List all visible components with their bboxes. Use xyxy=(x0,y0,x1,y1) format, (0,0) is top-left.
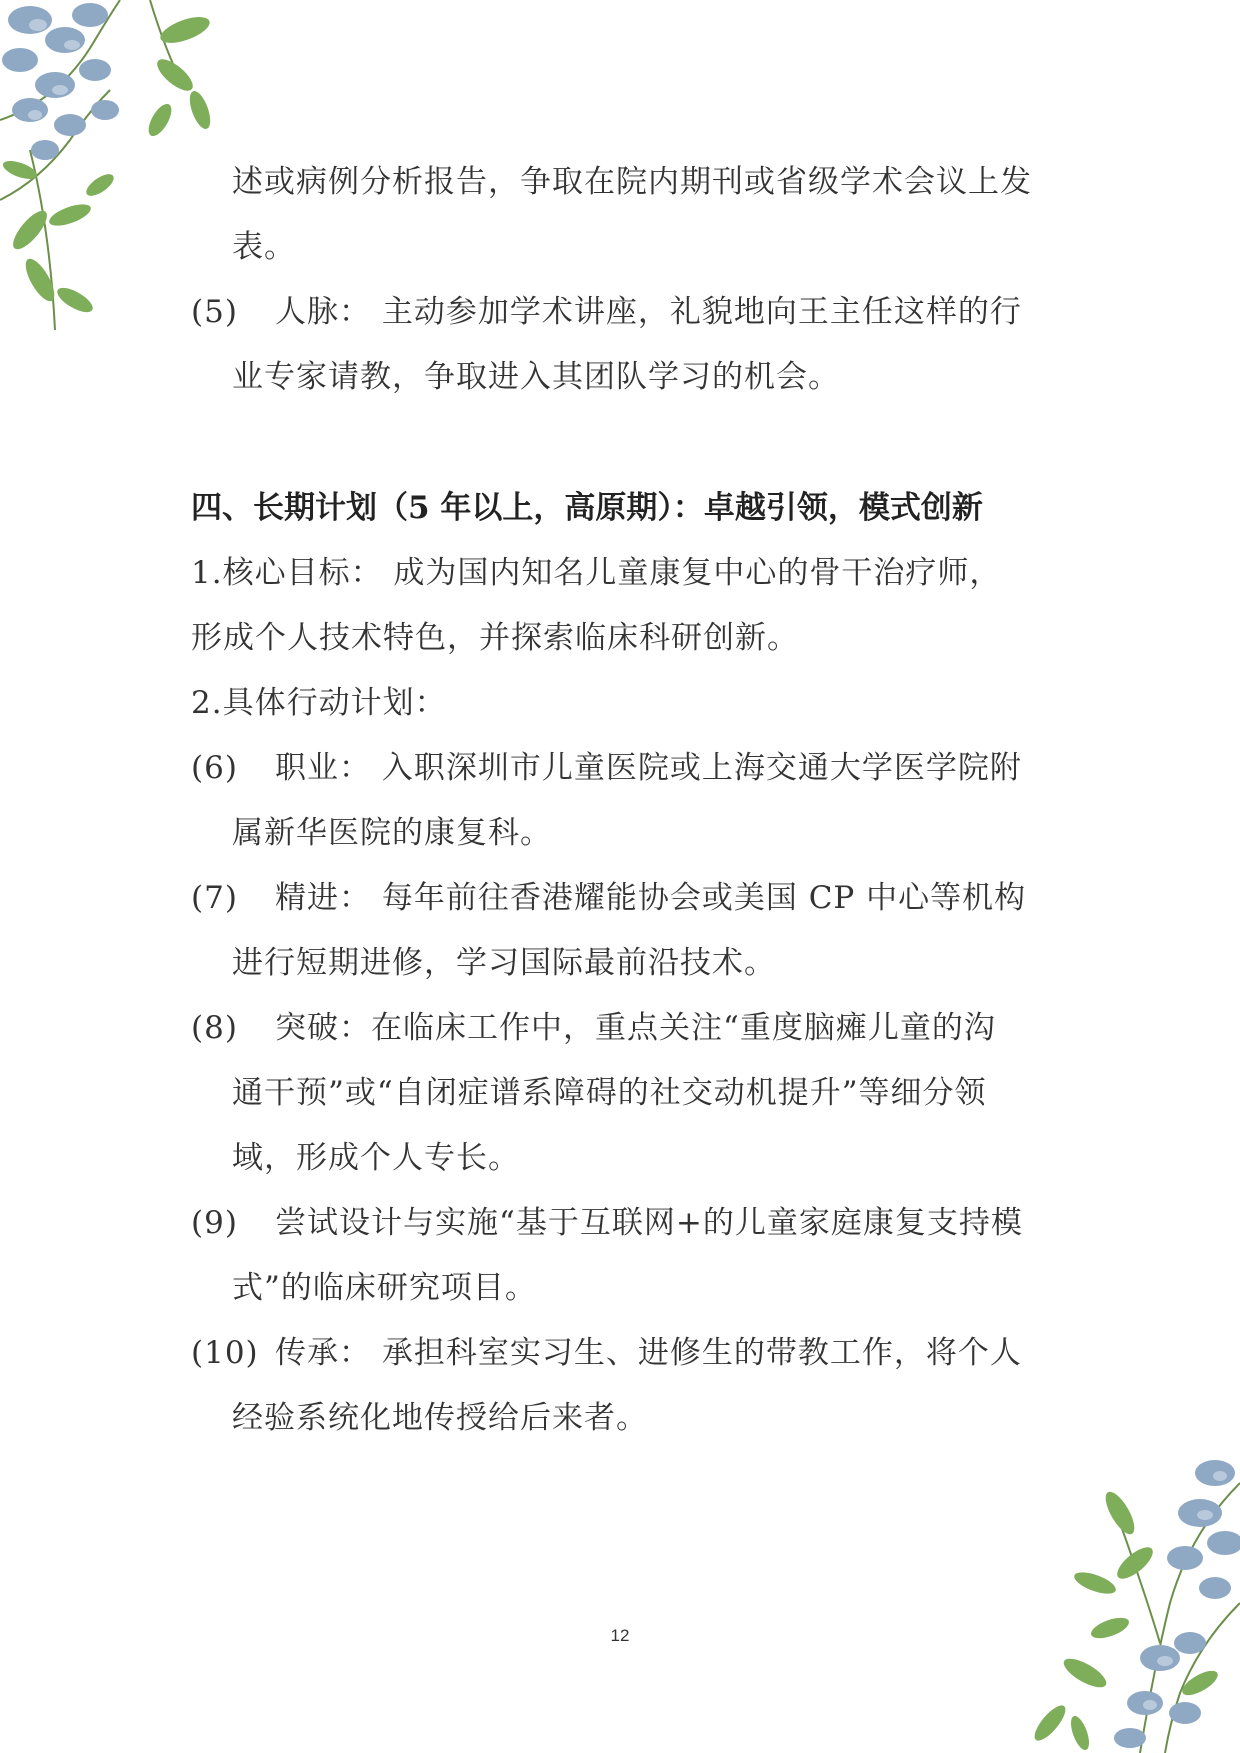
list-item-7 xyxy=(191,878,1026,918)
list-item-text: 职业： 入职深圳市儿童医院或上海交通大学医学院附 xyxy=(275,750,1022,786)
list-item-text: 尝试设计与实施“基于互联网+的儿童家庭康复支持模 xyxy=(275,1205,1023,1241)
list-item-text: 人脉： 主动参加学术讲座，礼貌地向王主任这样的行 xyxy=(275,294,1022,330)
core-goal-line: 形成个人技术特色，并探索临床科研创新。 xyxy=(191,620,799,656)
floral-decoration-top-left xyxy=(0,0,240,340)
list-item-number: (6) xyxy=(191,750,238,786)
floral-decoration-bottom-right xyxy=(970,1443,1240,1753)
paragraph-line: 表。 xyxy=(232,229,296,265)
list-item-text: 精进： 每年前往香港耀能协会或美国 CP 中心等机构 xyxy=(275,880,1027,916)
section-heading: 四、长期计划（5 年以上，高原期）：卓越引领，模式创新 xyxy=(191,490,983,526)
list-item-number: (10) xyxy=(191,1335,259,1371)
list-item-continuation: 进行短期进修，学习国际最前沿技术。 xyxy=(232,945,776,981)
list-item-continuation: 经验系统化地传授给后来者。 xyxy=(232,1400,648,1436)
plan-label: 2.具体行动计划： xyxy=(191,685,447,721)
list-item-continuation: 业专家请教，争取进入其团队学习的机会。 xyxy=(232,359,840,395)
list-item-continuation: 域，形成个人专长。 xyxy=(232,1140,520,1176)
core-goal-line: 1.核心目标： 成为国内知名儿童康复中心的骨干治疗师， xyxy=(191,555,1002,591)
list-item-text: 突破：在临床工作中，重点关注“重度脑瘫儿童的沟 xyxy=(275,1010,996,1046)
list-item-5 xyxy=(191,292,1022,332)
list-item-10 xyxy=(191,1333,1022,1373)
list-item-continuation: 属新华医院的康复科。 xyxy=(232,815,552,851)
list-item-text: 传承： 承担科室实习生、进修生的带教工作，将个人 xyxy=(275,1335,1022,1371)
list-item-continuation: 通干预”或“自闭症谱系障碍的社交动机提升”等细分领 xyxy=(232,1075,987,1111)
list-item-number: (7) xyxy=(191,880,238,916)
page-number: 12 xyxy=(610,1626,630,1645)
list-item-continuation: 式”的临床研究项目。 xyxy=(232,1270,537,1306)
list-item-number: (5) xyxy=(191,294,238,330)
paragraph-line: 述或病例分析报告，争取在院内期刊或省级学术会议上发 xyxy=(232,164,1032,200)
list-item-number: (8) xyxy=(191,1010,238,1046)
list-item-number: (9) xyxy=(191,1205,238,1241)
list-item-9 xyxy=(191,1203,1023,1243)
list-item-6 xyxy=(191,748,1022,788)
list-item-8 xyxy=(191,1008,996,1048)
